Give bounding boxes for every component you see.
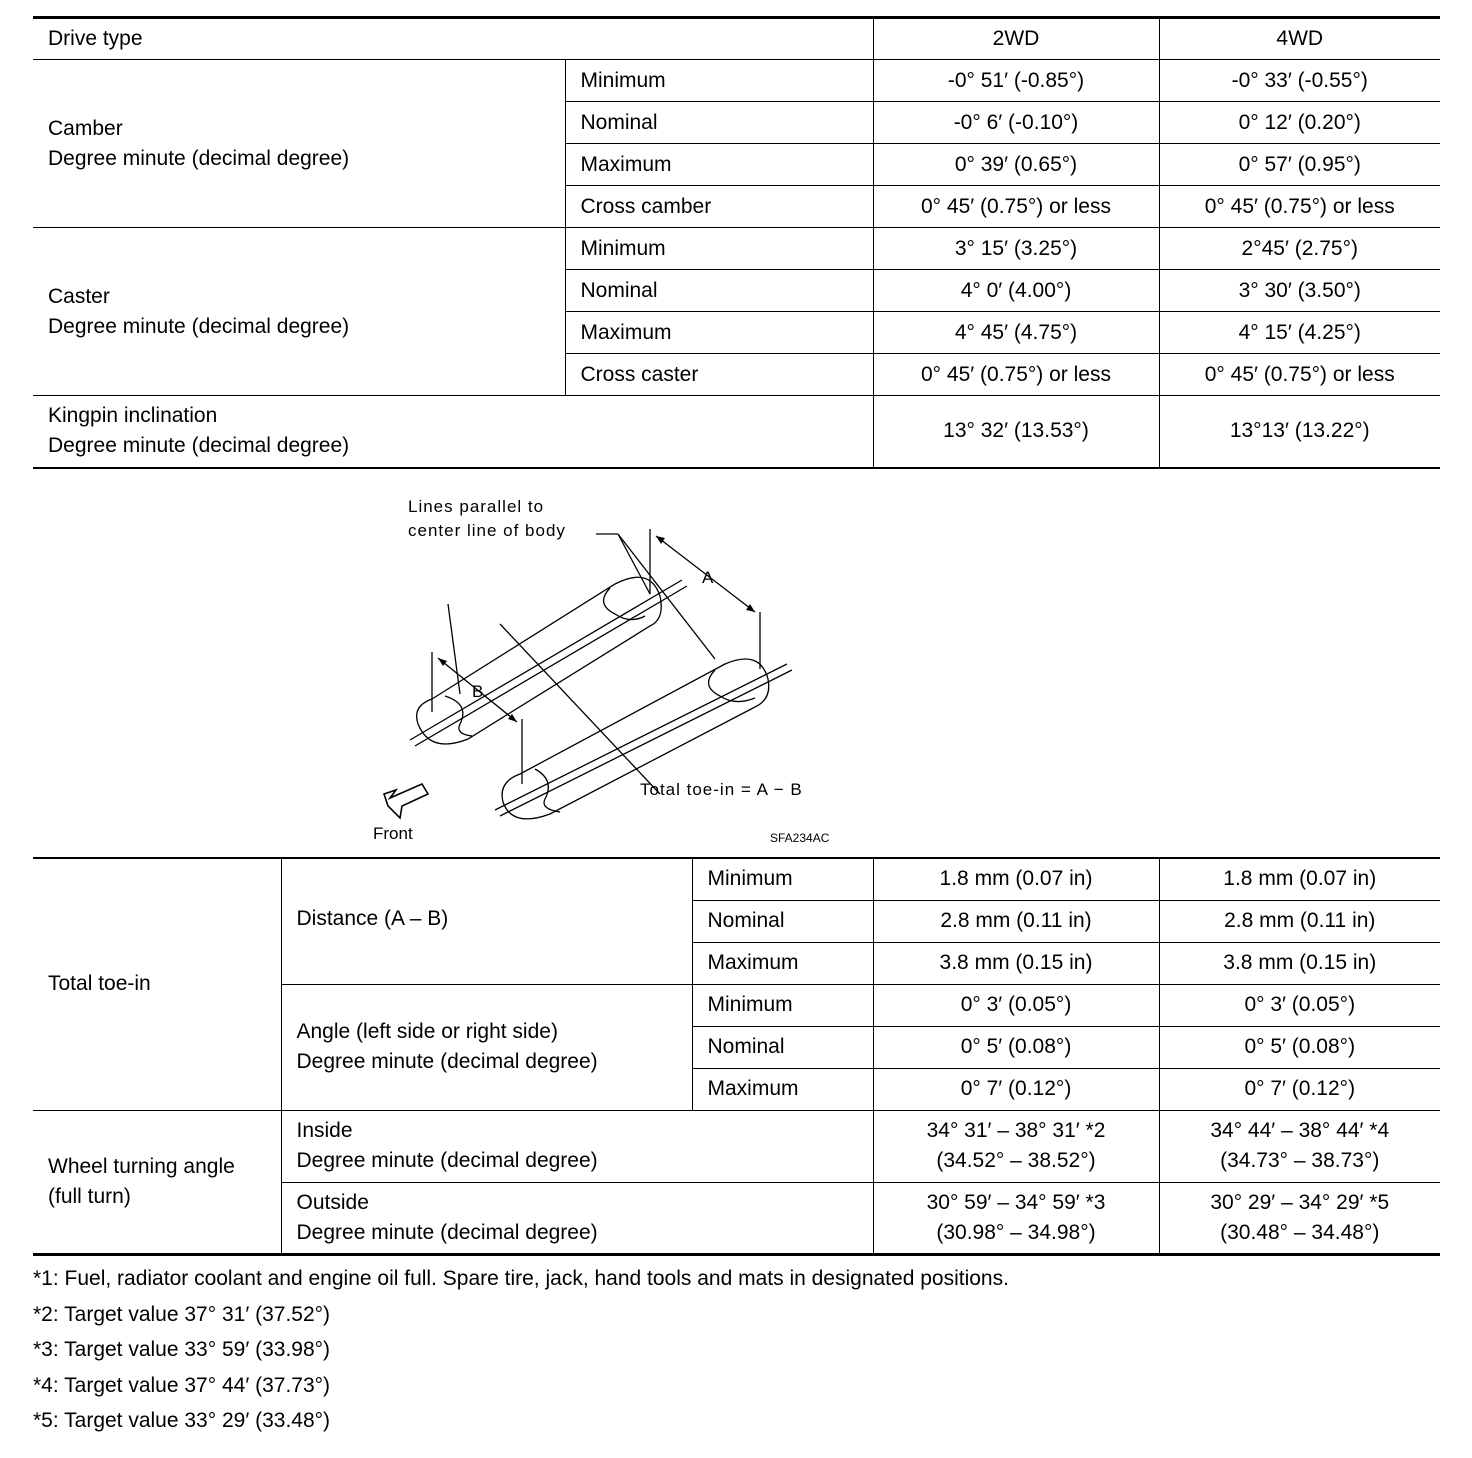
value-2wd: 3.8 mm (0.15 in)	[873, 942, 1159, 984]
value-2wd: -0° 51′ (-0.85°)	[873, 60, 1159, 102]
outside-2wd-range: 30° 59′ – 34° 59′ *3	[926, 1190, 1106, 1214]
row-label: Cross camber	[565, 186, 873, 228]
value-4wd: 0° 12′ (0.20°)	[1159, 102, 1440, 144]
outside-label	[281, 1182, 873, 1254]
value-4wd: 3° 30′ (3.50°)	[1159, 270, 1440, 312]
tread-mark	[535, 769, 560, 812]
value-2wd: 4° 45′ (4.75°)	[873, 312, 1159, 354]
row-label: Maximum	[565, 312, 873, 354]
row-label: Nominal	[692, 1026, 873, 1068]
value-4wd: 2.8 mm (0.11 in)	[1159, 900, 1440, 942]
inside-value-2wd	[873, 1110, 1159, 1182]
toe-in-formula: Total toe-in = A − B	[640, 780, 803, 799]
table-row	[33, 858, 1440, 900]
table-row	[33, 60, 1440, 102]
toe-in-label: Total toe-in	[33, 858, 281, 1110]
value-4wd: -0° 33′ (-0.55°)	[1159, 60, 1440, 102]
figure-code: SFA234AC	[770, 831, 830, 845]
footnote-4: *4: Target value 37° 44′ (37.73°)	[33, 1373, 331, 1397]
row-label: Maximum	[692, 1068, 873, 1110]
kingpin-title: Kingpin inclination	[48, 404, 218, 428]
value-4wd: 0° 45′ (0.75°) or less	[1159, 186, 1440, 228]
inside-4wd-decimal: (34.73° – 38.73°)	[1220, 1149, 1380, 1172]
footnote-2: *2: Target value 37° 31′ (37.52°)	[33, 1302, 331, 1326]
outside-4wd-range: 30° 29′ – 34° 29′ *5	[1210, 1190, 1390, 1214]
value-2wd: 1.8 mm (0.07 in)	[873, 858, 1159, 900]
distance-label: Distance (A – B)	[281, 858, 692, 984]
value-2wd: 0° 7′ (0.12°)	[873, 1068, 1159, 1110]
inside-4wd-range: 34° 44′ – 38° 44′ *4	[1210, 1119, 1390, 1142]
caster-label	[33, 228, 565, 396]
camber-label	[33, 60, 565, 228]
outside-2wd-decimal: (30.98° – 34.98°)	[936, 1220, 1096, 1244]
footnotes	[33, 1264, 1440, 1442]
outside-value-4wd	[1159, 1182, 1440, 1254]
footnote-5: *5: Target value 33° 29′ (33.48°)	[33, 1409, 331, 1432]
camber-title: Camber	[48, 116, 123, 140]
wheel-turning-note: (full turn)	[48, 1184, 131, 1208]
axle-line	[448, 604, 460, 694]
inside-unit: Degree minute (decimal degree)	[296, 1149, 598, 1172]
table-row	[33, 396, 1440, 468]
table-row	[33, 228, 1440, 270]
wheel-turning-label	[33, 1110, 281, 1254]
value-4wd: 0° 3′ (0.05°)	[1159, 984, 1440, 1026]
tire-front-left	[417, 577, 662, 744]
row-label: Maximum	[692, 942, 873, 984]
value-2wd: 0° 5′ (0.08°)	[873, 1026, 1159, 1068]
value-2wd: 0° 45′ (0.75°) or less	[873, 354, 1159, 396]
outside-unit: Degree minute (decimal degree)	[296, 1220, 598, 1244]
header-2wd: 2WD	[873, 18, 1159, 60]
row-label: Maximum	[565, 144, 873, 186]
tread-mark	[445, 696, 472, 736]
callout-leader	[618, 534, 650, 594]
value-2wd: 0° 39′ (0.65°)	[873, 144, 1159, 186]
value-2wd: 3° 15′ (3.25°)	[873, 228, 1159, 270]
outside-title: Outside	[296, 1190, 369, 1214]
value-4wd: 0° 57′ (0.95°)	[1159, 144, 1440, 186]
value-4wd: 0° 7′ (0.12°)	[1159, 1068, 1440, 1110]
parallel-line	[410, 580, 682, 740]
kingpin-unit: Degree minute (decimal degree)	[48, 434, 350, 458]
value-4wd: 13°13′ (13.22°)	[1159, 396, 1440, 468]
row-label: Nominal	[565, 102, 873, 144]
tread-mark	[709, 670, 755, 702]
value-2wd: -0° 6′ (-0.10°)	[873, 102, 1159, 144]
inside-2wd-decimal: (34.52° – 38.52°)	[936, 1149, 1096, 1172]
kingpin-label	[33, 396, 873, 468]
value-4wd: 2°45′ (2.75°)	[1159, 228, 1440, 270]
inside-2wd-range: 34° 31′ – 38° 31′ *2	[926, 1119, 1106, 1142]
table-header-row	[33, 18, 1440, 60]
row-label: Nominal	[692, 900, 873, 942]
angle-label	[281, 984, 692, 1110]
footnote-3: *3: Target value 33° 59′ (33.98°)	[33, 1338, 331, 1361]
inside-value-4wd	[1159, 1110, 1440, 1182]
row-label: Minimum	[565, 228, 873, 270]
angle-title: Angle (left side or right side)	[296, 1020, 558, 1043]
value-2wd: 13° 32′ (13.53°)	[873, 396, 1159, 468]
value-4wd: 1.8 mm (0.07 in)	[1159, 858, 1440, 900]
row-label: Minimum	[692, 984, 873, 1026]
header-4wd: 4WD	[1159, 18, 1440, 60]
front-arrow-icon	[384, 784, 428, 818]
value-4wd: 3.8 mm (0.15 in)	[1159, 942, 1440, 984]
inside-label	[281, 1110, 873, 1182]
row-label: Cross caster	[565, 354, 873, 396]
alignment-spec-table-upper	[33, 16, 1440, 469]
value-4wd: 0° 45′ (0.75°) or less	[1159, 354, 1440, 396]
value-4wd: 4° 15′ (4.25°)	[1159, 312, 1440, 354]
angle-unit: Degree minute (decimal degree)	[296, 1050, 598, 1073]
toe-in-diagram	[360, 484, 880, 854]
value-2wd: 0° 45′ (0.75°) or less	[873, 186, 1159, 228]
outside-4wd-decimal: (30.48° – 34.48°)	[1220, 1220, 1380, 1244]
table-row	[33, 1110, 1440, 1182]
callout-text-line2: center line of body	[408, 521, 566, 540]
row-label: Nominal	[565, 270, 873, 312]
row-label: Minimum	[565, 60, 873, 102]
label-a: A	[702, 568, 714, 587]
row-label: Minimum	[692, 858, 873, 900]
label-b: B	[472, 682, 484, 701]
footnote-1: *1: Fuel, radiator coolant and engine oil full. Spare tire, jack, hand tools and mats in designated positions.	[33, 1267, 1009, 1290]
caster-unit: Degree minute (decimal degree)	[48, 314, 350, 338]
inside-title: Inside	[296, 1119, 353, 1142]
value-2wd: 2.8 mm (0.11 in)	[873, 900, 1159, 942]
value-2wd: 0° 3′ (0.05°)	[873, 984, 1159, 1026]
camber-unit: Degree minute (decimal degree)	[48, 146, 350, 170]
caster-title: Caster	[48, 284, 110, 308]
alignment-spec-table-lower	[33, 857, 1440, 1256]
value-2wd: 4° 0′ (4.00°)	[873, 270, 1159, 312]
callout-leader	[618, 534, 715, 659]
wheel-turning-title: Wheel turning angle	[48, 1154, 235, 1178]
callout-text-line1: Lines parallel to	[408, 497, 545, 516]
header-drive-type: Drive type	[33, 18, 873, 60]
value-4wd: 0° 5′ (0.08°)	[1159, 1026, 1440, 1068]
outside-value-2wd	[873, 1182, 1159, 1254]
front-label: Front	[373, 824, 413, 843]
